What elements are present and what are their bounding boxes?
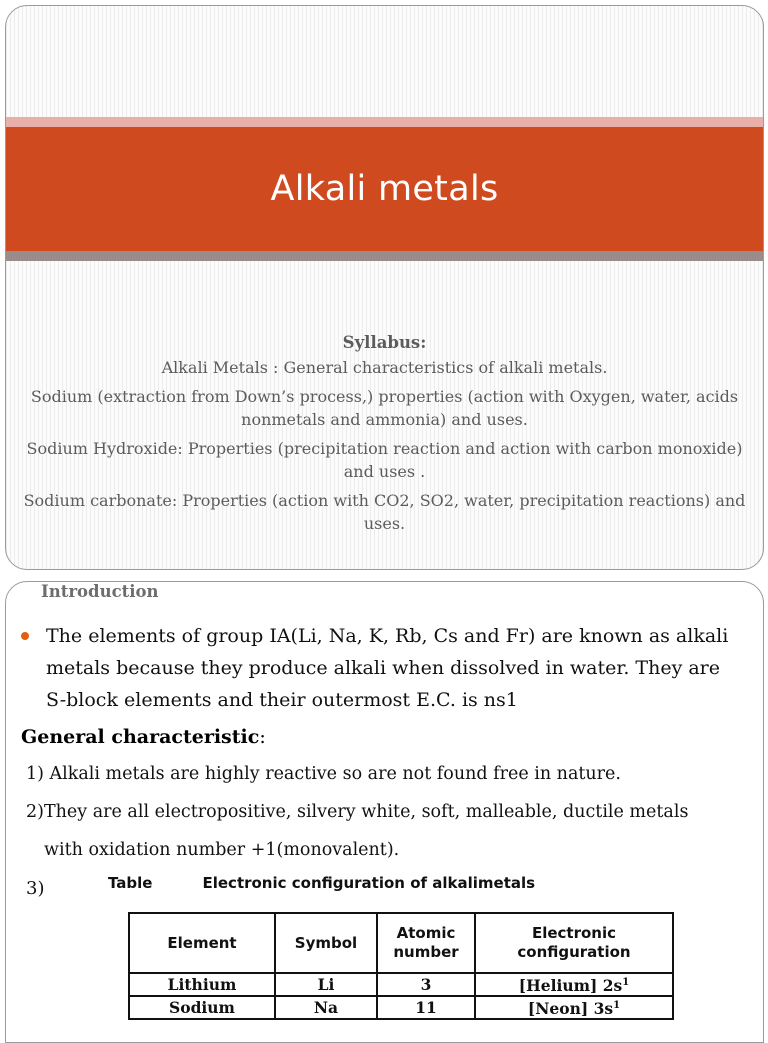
bullet-dot-icon <box>21 632 29 640</box>
cell-atomic-number: 3 <box>377 973 475 996</box>
config-superscript: 1 <box>622 977 630 988</box>
introduction-slide <box>5 581 764 1043</box>
syllabus-line: Sodium (extraction from Down’s process,) properties (action with Oxygen, water, acids nonmetals and ammonia) and uses. <box>30 387 739 429</box>
general-heading-text: General characteristic <box>21 726 260 748</box>
table-row <box>129 973 673 996</box>
syllabus-heading: Syllabus: <box>342 333 427 352</box>
syllabus-line: Sodium carbonate: Properties (action with CO2, SO2, water, precipitation reactions) and uses. <box>23 491 746 533</box>
general-characteristic-heading <box>21 726 266 748</box>
title-slide <box>5 5 764 570</box>
header-symbol: Symbol <box>275 913 377 973</box>
table-row <box>129 996 673 1019</box>
general-heading-colon: : <box>259 726 266 748</box>
header-atomic-number: Atomic number <box>377 913 475 973</box>
table-header-row <box>129 913 673 973</box>
table-caption-label: Table <box>108 874 153 892</box>
cell-config <box>475 973 673 996</box>
header-electronic-configuration: Electronic configuration <box>475 913 673 973</box>
characteristic-item-3-label: 3) <box>26 878 45 899</box>
cell-symbol: Na <box>275 996 377 1019</box>
table-caption <box>108 874 535 892</box>
characteristic-item-2-continued: with oxidation number +1(monovalent). <box>44 840 400 860</box>
slide-title: Alkali metals <box>270 169 499 209</box>
characteristic-item-1: 1) Alkali metals are highly reactive so are not found free in nature. <box>26 764 621 784</box>
cell-config <box>475 996 673 1019</box>
header-element: Element <box>129 913 275 973</box>
intro-bullet-text: The elements of group IA(Li, Na, K, Rb, Cs and Fr) are known as alkali metals because they produce alkali when dissolved in water. They are S-block elements and their outermost E.C. is ns1 <box>46 625 729 711</box>
cell-element: Lithium <box>129 973 275 996</box>
cell-symbol: Li <box>275 973 377 996</box>
characteristic-item-2: 2)They are all electropositive, silvery white, soft, malleable, ductile metals <box>26 802 689 822</box>
title-bottom-band <box>6 251 763 261</box>
syllabus-block <box>16 331 753 541</box>
table-caption-title: Electronic configuration of alkalimetals <box>202 874 536 892</box>
title-top-band <box>6 117 763 127</box>
title-bar <box>6 127 763 251</box>
electronic-configuration-table <box>128 912 674 1020</box>
config-text: [Helium] 2s <box>518 976 623 996</box>
config-superscript: 1 <box>613 1000 621 1012</box>
intro-label: Introduction <box>41 582 159 601</box>
cell-atomic-number: 11 <box>377 996 475 1019</box>
config-text: [Neon] 3s <box>527 999 614 1019</box>
syllabus-line: Alkali Metals : General characteristics of alkali metals. <box>161 358 608 377</box>
intro-bullet <box>21 620 741 716</box>
syllabus-line: Sodium Hydroxide: Properties (precipitation reaction and action with carbon monoxide) and uses . <box>26 439 743 481</box>
cell-element: Sodium <box>129 996 275 1019</box>
